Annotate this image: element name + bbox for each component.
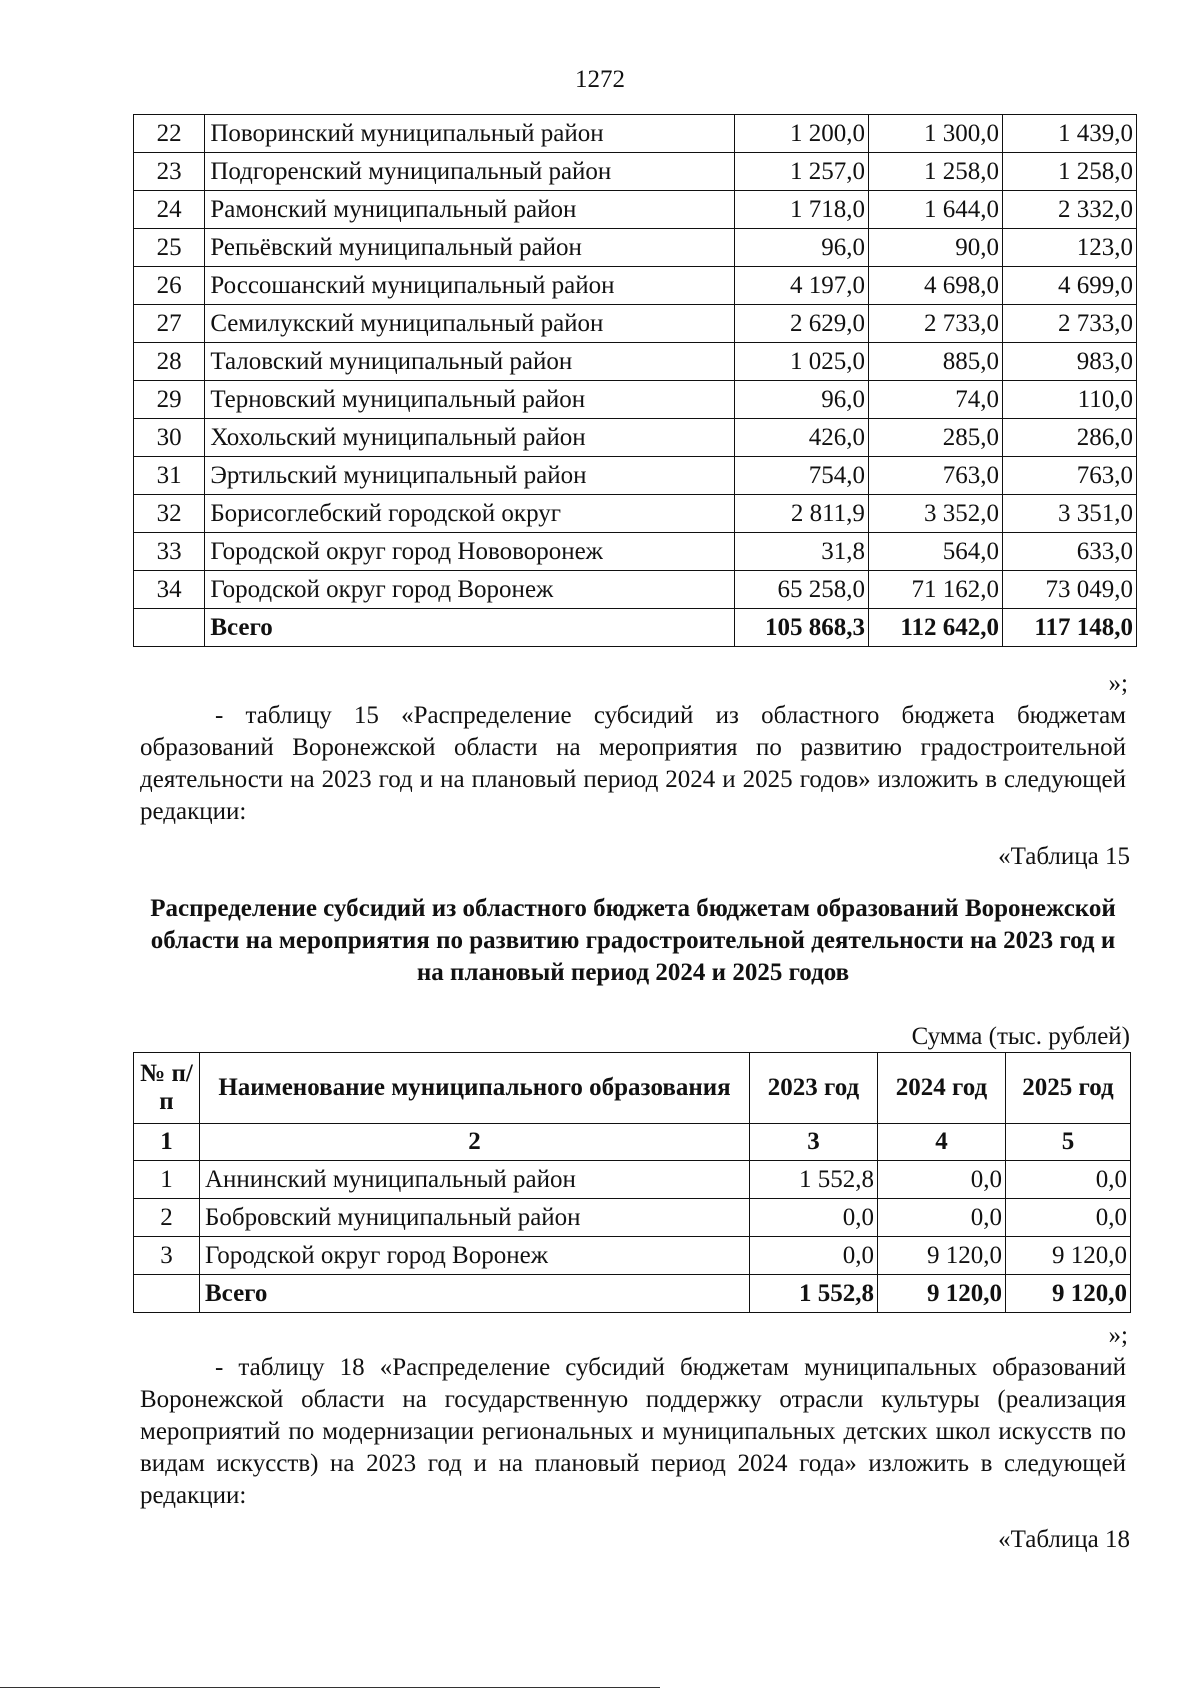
value-2023: 96,0 xyxy=(734,381,868,419)
value-2025: 633,0 xyxy=(1002,533,1136,571)
close-quote-table-14: »; xyxy=(1108,670,1128,697)
page-number: 1272 xyxy=(575,66,625,93)
value-2023: 0,0 xyxy=(750,1199,878,1237)
table-row xyxy=(134,191,1137,229)
total-2024: 9 120,0 xyxy=(878,1275,1006,1313)
table-15-title: Распределение субсидий из областного бюджета бюджетам образований Воронежской области на мероприятия по развитию градостроительной деятельности на 2023 год и на плановый период 2024 и 2025 годов xyxy=(150,895,1116,986)
value-2024: 885,0 xyxy=(868,343,1002,381)
value-2023: 0,0 xyxy=(750,1237,878,1275)
row-number: 1 xyxy=(134,1161,200,1199)
municipality-name: Городской округ город Нововоронеж xyxy=(205,533,735,571)
row-number: 23 xyxy=(134,153,205,191)
header-num: № п/п xyxy=(134,1053,200,1124)
value-2023: 4 197,0 xyxy=(734,267,868,305)
municipality-name: Репьёвский муниципальный район xyxy=(205,229,735,267)
municipality-name: Аннинский муниципальный район xyxy=(200,1161,750,1199)
total-row xyxy=(134,1275,1131,1313)
table-row xyxy=(134,1199,1131,1237)
table-15 xyxy=(133,1052,1131,1313)
total-2024: 112 642,0 xyxy=(868,609,1002,647)
table-row xyxy=(134,457,1137,495)
municipality-name: Бобровский муниципальный район xyxy=(200,1199,750,1237)
municipality-name: Рамонский муниципальный район xyxy=(205,191,735,229)
municipality-name: Эртильский муниципальный район xyxy=(205,457,735,495)
value-2024: 9 120,0 xyxy=(878,1237,1006,1275)
value-2025: 123,0 xyxy=(1002,229,1136,267)
paragraph-table-18-intro: - таблицу 18 «Распределение субсидий бюджетам муниципальных образований Воронежской области на государственную поддержку отрасли культуры (реализация мероприятий по модернизации региональных и муниципальных детских школ искусств по видам искусств) на 2023 год и на плановый период 2024 года» изложить в следующей редакции: xyxy=(140,1354,1126,1509)
header-2025: 2025 год xyxy=(1006,1053,1131,1124)
table-row xyxy=(134,229,1137,267)
municipality-name: Подгоренский муниципальный район xyxy=(205,153,735,191)
value-2023: 754,0 xyxy=(734,457,868,495)
paragraph-table-15-intro: - таблицу 15 «Распределение субсидий из областного бюджета бюджетам образований Воронежской области на мероприятия по развитию градостроительной деятельности на 2023 год и на плановый период 2024 и 2025 годов» изложить в следующей редакции: xyxy=(140,702,1126,825)
row-number: 2 xyxy=(134,1199,200,1237)
table-row xyxy=(134,1237,1131,1275)
value-2023: 1 200,0 xyxy=(734,115,868,153)
table-row xyxy=(134,533,1137,571)
value-2025: 763,0 xyxy=(1002,457,1136,495)
value-2025: 1 439,0 xyxy=(1002,115,1136,153)
footer-divider xyxy=(0,1687,660,1688)
value-2025: 983,0 xyxy=(1002,343,1136,381)
value-2024: 1 300,0 xyxy=(868,115,1002,153)
value-2024: 2 733,0 xyxy=(868,305,1002,343)
value-2024: 285,0 xyxy=(868,419,1002,457)
row-number: 26 xyxy=(134,267,205,305)
table-row xyxy=(134,115,1137,153)
table-row xyxy=(134,381,1137,419)
table-row xyxy=(134,343,1137,381)
value-2024: 3 352,0 xyxy=(868,495,1002,533)
total-label: Всего xyxy=(200,1275,750,1313)
value-2025: 2 733,0 xyxy=(1002,305,1136,343)
value-2025: 0,0 xyxy=(1006,1161,1131,1199)
index-col-1: 1 xyxy=(134,1124,200,1161)
total-label: Всего xyxy=(205,609,735,647)
value-2023: 1 718,0 xyxy=(734,191,868,229)
municipality-name: Городской округ город Воронеж xyxy=(205,571,735,609)
total-2025: 117 148,0 xyxy=(1002,609,1136,647)
header-name: Наименование муниципального образования xyxy=(200,1053,750,1124)
value-2024: 0,0 xyxy=(878,1161,1006,1199)
municipality-name: Борисоглебский городской округ xyxy=(205,495,735,533)
table-18-label: «Таблица 18 xyxy=(998,1526,1130,1553)
row-number: 27 xyxy=(134,305,205,343)
value-2024: 71 162,0 xyxy=(868,571,1002,609)
value-2024: 4 698,0 xyxy=(868,267,1002,305)
table-row xyxy=(134,153,1137,191)
units-label: Сумма (тыс. рублей) xyxy=(911,1023,1130,1050)
row-number: 30 xyxy=(134,419,205,457)
value-2025: 286,0 xyxy=(1002,419,1136,457)
row-number: 28 xyxy=(134,343,205,381)
table-15-label: «Таблица 15 xyxy=(998,843,1130,870)
municipality-name: Таловский муниципальный район xyxy=(205,343,735,381)
value-2023: 426,0 xyxy=(734,419,868,457)
row-number: 25 xyxy=(134,229,205,267)
value-2025: 110,0 xyxy=(1002,381,1136,419)
index-col-4: 4 xyxy=(878,1124,1006,1161)
value-2025: 3 351,0 xyxy=(1002,495,1136,533)
value-2025: 9 120,0 xyxy=(1006,1237,1131,1275)
total-2023: 105 868,3 xyxy=(734,609,868,647)
table-row xyxy=(134,571,1137,609)
value-2025: 73 049,0 xyxy=(1002,571,1136,609)
index-col-5: 5 xyxy=(1006,1124,1131,1161)
total-2023: 1 552,8 xyxy=(750,1275,878,1313)
municipality-name: Россошанский муниципальный район xyxy=(205,267,735,305)
value-2023: 31,8 xyxy=(734,533,868,571)
header-2023: 2023 год xyxy=(750,1053,878,1124)
value-2024: 1 644,0 xyxy=(868,191,1002,229)
value-2023: 96,0 xyxy=(734,229,868,267)
value-2024: 74,0 xyxy=(868,381,1002,419)
row-number: 34 xyxy=(134,571,205,609)
value-2024: 564,0 xyxy=(868,533,1002,571)
value-2024: 763,0 xyxy=(868,457,1002,495)
row-number: 3 xyxy=(134,1237,200,1275)
municipality-name: Семилукский муниципальный район xyxy=(205,305,735,343)
value-2024: 90,0 xyxy=(868,229,1002,267)
value-2024: 0,0 xyxy=(878,1199,1006,1237)
total-empty xyxy=(134,609,205,647)
header-2024: 2024 год xyxy=(878,1053,1006,1124)
table-row xyxy=(134,495,1137,533)
value-2023: 2 811,9 xyxy=(734,495,868,533)
value-2023: 1 552,8 xyxy=(750,1161,878,1199)
value-2025: 4 699,0 xyxy=(1002,267,1136,305)
municipality-name: Терновский муниципальный район xyxy=(205,381,735,419)
value-2024: 1 258,0 xyxy=(868,153,1002,191)
close-quote-table-15: »; xyxy=(1108,1322,1128,1349)
total-2025: 9 120,0 xyxy=(1006,1275,1131,1313)
value-2023: 2 629,0 xyxy=(734,305,868,343)
total-row xyxy=(134,609,1137,647)
table-row xyxy=(134,267,1137,305)
value-2023: 65 258,0 xyxy=(734,571,868,609)
value-2025: 2 332,0 xyxy=(1002,191,1136,229)
row-number: 22 xyxy=(134,115,205,153)
municipality-name: Хохольский муниципальный район xyxy=(205,419,735,457)
municipality-name: Поворинский муниципальный район xyxy=(205,115,735,153)
row-number: 32 xyxy=(134,495,205,533)
index-col-2: 2 xyxy=(200,1124,750,1161)
table-row xyxy=(134,1161,1131,1199)
table-row xyxy=(134,419,1137,457)
total-empty xyxy=(134,1275,200,1313)
table-row xyxy=(134,305,1137,343)
row-number: 24 xyxy=(134,191,205,229)
value-2023: 1 257,0 xyxy=(734,153,868,191)
value-2025: 0,0 xyxy=(1006,1199,1131,1237)
table-14-continuation xyxy=(133,114,1137,647)
row-number: 33 xyxy=(134,533,205,571)
municipality-name: Городской округ город Воронеж xyxy=(200,1237,750,1275)
index-col-3: 3 xyxy=(750,1124,878,1161)
row-number: 29 xyxy=(134,381,205,419)
value-2025: 1 258,0 xyxy=(1002,153,1136,191)
value-2023: 1 025,0 xyxy=(734,343,868,381)
row-number: 31 xyxy=(134,457,205,495)
